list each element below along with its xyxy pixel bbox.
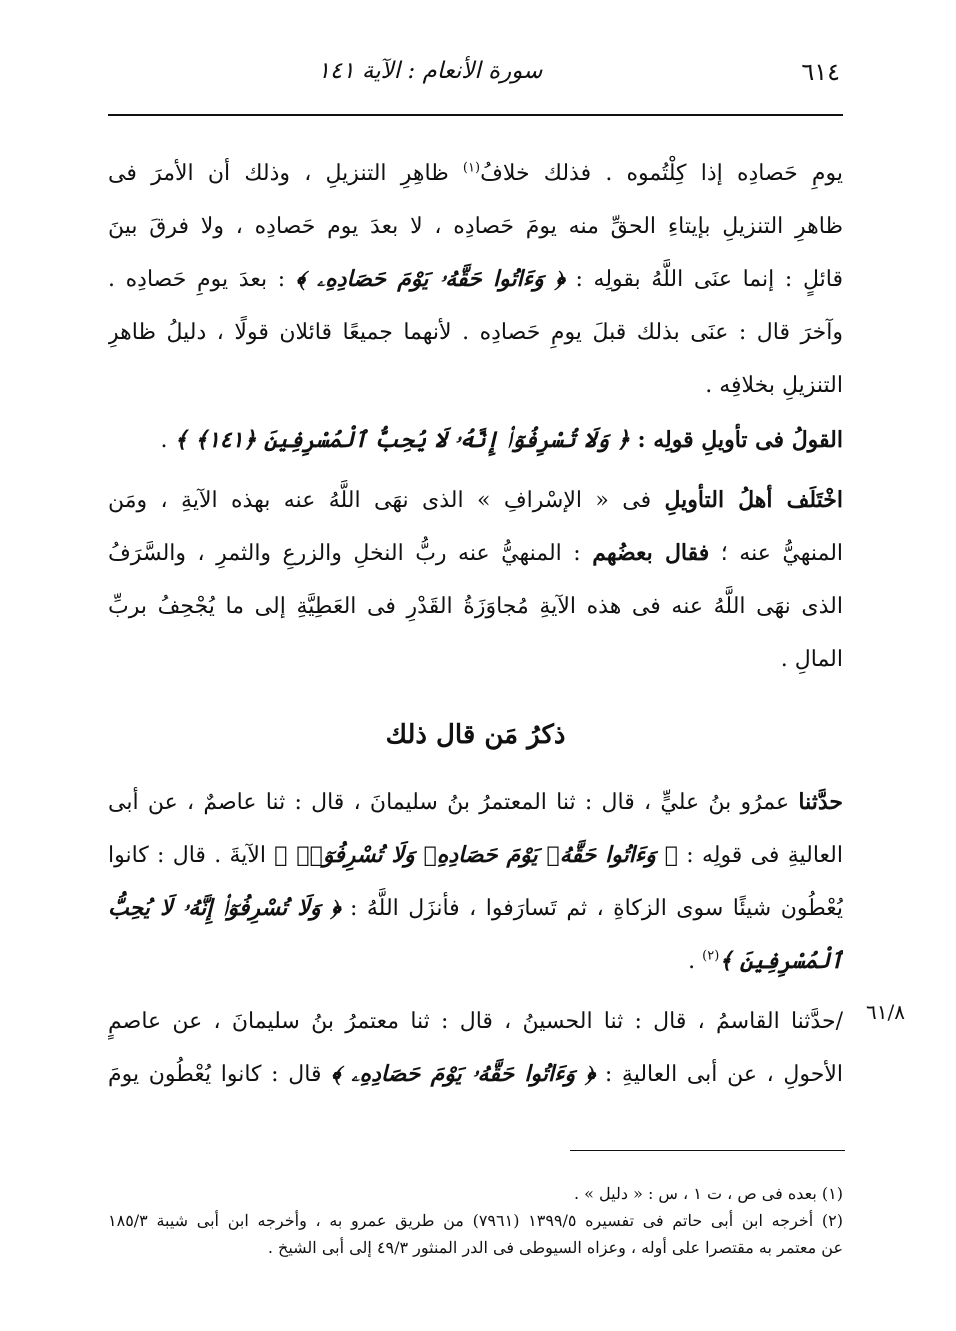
subheading: ذكرُ مَن قال ذلك (385, 720, 566, 750)
text-line: وآخرَ قال : عنَى بذلك قبلَ يومِ حَصادِه . لأنهما جميعًا قائلان قولًا ، دليلُ ظاهرِ (108, 320, 843, 345)
footnotes (108, 1180, 843, 1261)
section-heading: القولُ فى تأويلِ قولِه : ﴿ وَلَا تُسْرِفُوٓا۟ إِنَّهُۥ لَا يُحِبُّ ٱلْمُسْرِفِينَ ﴿١٤١﴾ ﴾ . (160, 427, 843, 453)
text-line: ٱلْمُسْرِفِينَ ﴾$^{(٢)}$ . (688, 948, 843, 974)
quran-verse: ٱلْمُسْرِفِينَ ﴾ (719, 948, 843, 974)
paragraph-3 (108, 776, 843, 988)
text-line: /حدَّثنا القاسمُ ، قال : ثنا الحسينُ ، قال : ثنا معتمرُ بنُ سليمانَ ، عن عاصمٍ (108, 1009, 843, 1034)
running-head: سورة الأنعام : الآية ١٤١ (317, 58, 543, 84)
page-number: ٦١٤ (801, 58, 840, 86)
footnote-2: (٢) أخرجه ابن أبى حاتم فى تفسيره ١٣٩٩/٥ (٧٩٦١) من طريق عمرو به ، وأخرجه ابن أبى شيبة ١٨٥/٣ (108, 1211, 843, 1230)
footnote-marker: (١) (462, 160, 481, 176)
heading-prefix: القولُ فى تأويلِ قولِه : (629, 427, 843, 453)
quran-verse: ﴿ وَلَا تُسْرِفُوٓا۟ إِنَّهُۥ لَا يُحِبُّ (108, 895, 341, 921)
text-line: الذى نهَى اللَّهُ عنه فى هذه الآيةِ مُجاوَزَةُ القَدْرِ فى العَطِيَّةِ إلى ما يُجْحِفُ بربِّ (108, 594, 843, 619)
header-rule (108, 114, 843, 116)
text-line: ظاهرِ التنزيلِ بإيتاءِ الحقِّ منه يومَ حَصادِه ، لا بعدَ يوم حَصادِه ، ولا فرقَ بينَ (108, 214, 843, 239)
footnote-2-continued: عن معتمر به مقتصرا على أوله ، وعزاه السيوطى فى الدر المنثور ٤٩/٣ إلى أبى الشيخ . (267, 1238, 843, 1257)
text-line: اخْتَلَف أهلُ التأويلِ فى « الإسْرافِ » الذى نهَى اللَّهُ عنه بهذه الآيةِ ، ومَن (108, 487, 843, 513)
text-line: الأحولِ ، عن أبى العاليةِ : ﴿ وَءَاتُوا حَقَّهُۥ يَوْمَ حَصَادِهِۦ ﴾ قال : كانوا يُعْطُون يومَ (108, 1061, 843, 1087)
footnote-rule (570, 1150, 845, 1151)
text-line: يُعْطُون شيئًا سوى الزكاةِ ، ثم تَسارَفوا ، فأنزَل اللَّهُ : ﴿ وَلَا تُسْرِفُوٓا۟ إِنَّهُۥ لَا يُحِبُّ (108, 895, 843, 921)
text-line: حدَّثنا عمرُو بنُ عليٍّ ، قال : ثنا المعتمرُ بنُ سليمانَ ، قال : ثنا عاصمٌ ، عن أبى (108, 789, 843, 815)
quran-verse: ﴿ وَءَاتُوا حَقَّهُۥ يَوْمَ حَصَادِهِۦ وَلَا تُسْرِفُوٓا۟ ﴾ (274, 842, 678, 868)
footnote-marker: (٢) (702, 948, 720, 964)
footnote-1: (١) بعده فى ص ، ت ١ ، س : « دليل » . (574, 1184, 843, 1203)
text-line: المالِ . (780, 647, 843, 672)
text-line: يومِ حَصادِه إذا كِلْتُموه . فذلك خلافُ$^{(١)}$ ظاهِرِ التنزيلِ ، وذلك أن الأمرَ فى (108, 160, 843, 186)
quran-verse: ﴿ وَءَاتُوا حَقَّهُۥ يَوْمَ حَصَادِهِۦ ﴾ (331, 1061, 596, 1087)
quran-verse: ﴿ وَلَا تُسْرِفُوٓا۟ إِنَّهُۥ لَا يُحِبُّ ٱلْمُسْرِفِينَ ﴿١٤١﴾ ﴾ (174, 427, 630, 453)
paragraph-2 (108, 474, 843, 686)
text-line: قائلٍ : إنما عنَى اللَّهُ بقولِه : ﴿ وَءَاتُوا حَقَّهُۥ يَوْمَ حَصَادِهِۦ ﴾ : بعدَ يومِ حَصادِه . (108, 266, 843, 292)
text-line: التنزيلِ بخلافِه . (705, 373, 843, 398)
text-line: المنهيُّ عنه ؛ فقال بعضُهم : المنهيُّ عنه ربُّ النخلِ والزرعِ والثمرِ ، والسَّرَفُ (108, 540, 843, 566)
text-line: العاليةِ فى قولِه : ﴿ وَءَاتُوا حَقَّهُۥ يَوْمَ حَصَادِهِۦ وَلَا تُسْرِفُوٓا۟ ﴾ الآيةَ . قال : كانوا (108, 842, 843, 868)
quran-verse: ﴿ وَءَاتُوا حَقَّهُۥ يَوْمَ حَصَادِهِۦ ﴾ (295, 266, 565, 292)
paragraph-4 (108, 995, 843, 1101)
paragraph-1 (108, 147, 843, 412)
margin-note: ٦١/٨ (866, 1000, 905, 1024)
